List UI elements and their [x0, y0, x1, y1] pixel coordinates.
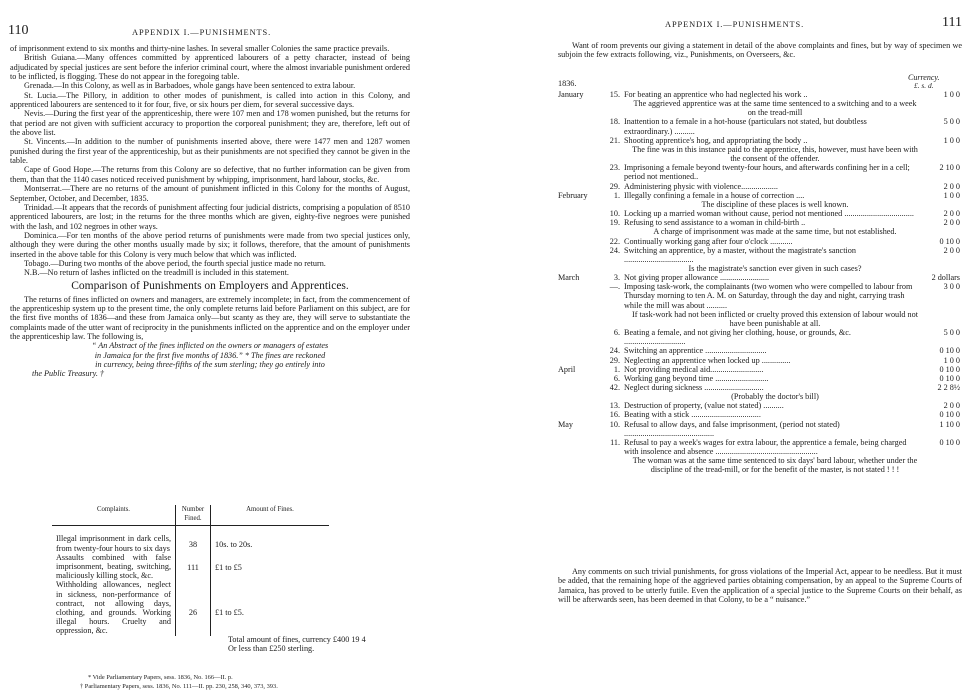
footnote: † Parliamentary Papers, sess. 1836, No. 111—II. pp. 230, 258, 340, 373, 393. [80, 683, 278, 690]
intro-text: Want of room prevents our giving a statement in detail of the above complaints and fines, but by way of specimen we subjoin the few extracts following, viz., Punishments, on Overseers, &c. [558, 41, 962, 60]
currency-label: Currency. [908, 73, 940, 82]
entry-day: 42. [609, 383, 620, 392]
entry-description: Imprisoning a female beyond twenty-four hours, and afterwards confining her in a cell; period not mentioned.. [624, 163, 910, 182]
paragraph: St. Vincents.—In addition to the number of punishments inserted above, there were 1477 men and 1287 women punished during the first year of the apprenticeship, but as their punishments are not specified they cannot be given in the table. [10, 137, 410, 166]
entry-row [558, 328, 962, 346]
entry-note: If task-work had not been inflicted or cruelty proved this extension of labour would not have been punishable at all. [631, 309, 919, 328]
entry-row [558, 383, 962, 392]
entry-row [558, 136, 962, 145]
abstract-quote-line: in Jamaica for the first five months of 1836.” * The fines are reckoned [94, 350, 326, 360]
table-row [52, 553, 329, 581]
entry-day: 16. [609, 410, 620, 420]
entry-description: Illegally confining a female in a house of correction .... [624, 190, 805, 200]
entry-description: Neglecting an apprentice when locked up .............. [624, 355, 791, 365]
fines-table-block [52, 505, 432, 653]
entry-day: 6. [613, 373, 620, 383]
entry-month [558, 438, 604, 456]
number-cell: 26 [176, 580, 211, 635]
entry-amount: 5 0 0 [943, 117, 960, 127]
entry-row [558, 346, 962, 355]
entry-month [558, 163, 604, 181]
entry-month: February [558, 190, 588, 200]
entry-day: 6. [613, 328, 620, 338]
paragraph: N.B.—No return of lashes inflicted on the treadmill is included in this statement. [24, 268, 289, 278]
paragraph: of imprisonment extend to six months and thirty-nine lashes. In several smaller Colonies the same practice prevails. [10, 44, 390, 53]
fines-total: Total amount of fines, currency £400 19 4 [228, 635, 366, 644]
entry-row [558, 209, 962, 218]
entry-amount: 1 10 0 [939, 419, 960, 429]
entry-amount: 1 0 0 [943, 190, 960, 200]
entry-month [558, 346, 604, 355]
entry-description: Not giving proper allowance ........................ [624, 273, 770, 283]
column-header: Complaints. [52, 505, 176, 526]
entry-description: Working gang beyond time .......................... [624, 373, 769, 383]
entry-row [558, 401, 962, 410]
currency-units: £. s. d. [914, 81, 934, 90]
closing-paragraph [558, 567, 962, 604]
entry-amount: 2 0 0 [943, 181, 960, 191]
entry-month [558, 237, 604, 246]
entry-row [558, 218, 962, 227]
entry-month [558, 410, 604, 419]
entry-description: Beating with a stick .................................. [624, 410, 761, 420]
entry-month [558, 282, 604, 309]
entry-note: The woman was at the same time sentenced to six days' bard labour, whether under the discipline of the tread-mill, or for the benefit of the master, is not stated ! ! ! [632, 456, 918, 475]
complaint-cell: Assaults combined with false imprisonment, beating, switching, maliciously killing stock, &c. [56, 552, 171, 581]
entry-amount: 2 2 8½ [937, 383, 960, 392]
entry-month [558, 383, 604, 392]
paragraph: Cape of Good Hope.—The returns from this Colony are so defective, that no further information can be given from them, than that the 1140 cases noticed received punishment by whipping, imprisonment, hard labour, stocks, &c. [10, 165, 410, 184]
entry-day: 1. [613, 364, 620, 374]
entry-month [558, 182, 604, 191]
column-header: Amount of Fines. [211, 505, 330, 526]
entry-row [558, 90, 962, 99]
entry-amount: 2 0 0 [943, 245, 960, 255]
entry-amount: 0 10 0 [939, 346, 960, 356]
entry-day: 19. [609, 218, 620, 228]
entry-day: 24. [609, 346, 620, 356]
fines-table [52, 505, 329, 636]
entry-note: A charge of imprisonment was made at the same time, but not established. [653, 227, 897, 237]
entry-description: Neglect during sickness ............................. [624, 383, 764, 392]
entry-row [558, 163, 962, 181]
entry-amount: 0 10 0 [939, 410, 960, 420]
number-cell: 38 [176, 526, 211, 553]
entry-day: 13. [609, 401, 620, 411]
amount-cell: £1 to £5. [211, 580, 330, 635]
entry-month [558, 374, 604, 383]
left-body [10, 44, 410, 379]
entry-month: May [558, 419, 574, 429]
paragraph: St. Lucia.—The Pillory, in addition to other modes of punishment, is called into action in this Colony, and apprenticed labourers are sentenced to it for four, five, or six hours per diem, for several successive days. [10, 90, 410, 110]
entry-month [558, 401, 604, 410]
entry-row [558, 282, 962, 309]
paragraph: Montserrat.—There are no returns of the amount of punishment inflicted in this Colony for the months of August, September, October, and December, 1835. [10, 184, 410, 203]
abstract-quote-line: the Public Treasury. † [32, 369, 105, 379]
running-head-right: APPENDIX I.—PUNISHMENTS. [665, 20, 805, 29]
year-label: 1836. [558, 79, 577, 88]
entry-amount: 0 10 0 [939, 364, 960, 374]
entry-amount: 2 dollars [931, 273, 960, 283]
entry-amount: 0 10 0 [939, 373, 960, 383]
paragraph: British Guiana.—Many offences committed by apprenticed labourers of a petty character, instead of being adjudicated by special justices are sent before the inferior criminal court, where the almost invariable punishment ordered to be inflicted, is flogging. These do not appear in the foregoing table. [10, 53, 410, 82]
section-heading: Comparison of Punishments on Employers and Apprentices. [71, 279, 349, 292]
table-row [52, 580, 329, 635]
paragraph: Grenada.—In this Colony, as well as in Barbadoes, whole gangs have been sentenced to extra labour. [24, 81, 356, 91]
entry-row [558, 356, 962, 365]
entry-row [558, 237, 962, 246]
entry-month: April [558, 364, 576, 374]
entry-note: The fine was in this instance paid to the apprentice, this, however, must have been with the consent of the offender. [632, 144, 918, 164]
entry-day: 29. [609, 355, 620, 365]
footnote: * Vide Parliamentary Papers, sess. 1836, No. 166—II. p. [88, 674, 233, 681]
entry-description: Inattention to a female in a hot-house (particulars not stated, but doubtless extraordinary.) .......... [624, 117, 867, 136]
complaint-cell: Withholding allowances, neglect in sickness, non-performance of contract, not allowing days, clothing, and grounds. Working illegal hours. Cruelty and oppression, &c. [56, 580, 171, 636]
entry-month [558, 246, 604, 264]
entry-day: 10. [609, 419, 620, 429]
entry-day: 18. [609, 117, 620, 127]
entry-row [558, 273, 962, 282]
abstract-quote-line: in currency, being three-fifths of the sum sterling; they go entirely into [95, 360, 325, 369]
entry-amount: 1 0 0 [943, 135, 960, 145]
entry-description: Shooting apprentice's hog, and appropriating the body .. [624, 135, 808, 145]
entry-amount: 3 0 0 [943, 282, 960, 292]
entry-month: January [558, 90, 584, 99]
entry-description: Administering physic with violence.................. [624, 181, 778, 191]
entry-row [558, 182, 962, 191]
entry-description: Beating a female, and not giving her clothing, house, or grounds, &c. .............................. [624, 328, 851, 347]
entry-row [558, 438, 962, 456]
entry-description: Switching an apprentice, by a master, without the magistrate's sanction .................................. [624, 245, 856, 264]
entry-amount: 2 0 0 [943, 218, 960, 228]
entry-amount: 2 0 0 [943, 401, 960, 411]
page-number-left: 110 [8, 23, 29, 38]
closing-text: Any comments on such trivial punishments, for gross violations of the Imperial Act, appear to be needless. But it must be added, that the remaining hope of the aggrieved parties obtaining compensation, by an appeal to the Supreme Courts of Jamaica, has proved to be utterly futile. Even the application of a special justice to the Supreme Courts on their behalf, as will be afterwards seen, has been deemed in that Colony, to be a “ nuisance.” [558, 567, 962, 604]
entry-month [558, 117, 604, 135]
column-header: Number Fined. [176, 505, 211, 526]
page-number-right: 111 [942, 15, 962, 30]
entry-amount: 1 0 0 [943, 355, 960, 365]
paragraph: Nevis.—During the first year of the apprenticeship, there were 107 men and 178 women punished, but the returns for that period are not given with sufficient accuracy to proportion the corporeal punishment; they are, therefore, left out of the above list. [10, 109, 410, 138]
entry-amount: 2 0 0 [943, 209, 960, 219]
complaint-cell: Illegal imprisonment in dark cells, from twenty-four hours to six days [56, 534, 171, 553]
entry-description: Refusing to send assistance to a woman in child-birth .. [624, 218, 806, 228]
intro-paragraph [558, 41, 962, 60]
entry-amount: 1 0 0 [943, 90, 960, 99]
entry-note: The aggrieved apprentice was at the same time sentenced to a switching and to a week on the tread-mill [633, 99, 917, 118]
paragraph: Trinidad.—It appears that the records of punishment affecting four judicial districts, comprising a population of 8510 apprenticed labourers, are lost; in the returns for the three months which are given, eighty-five negroes were punished with the lash, and 102 negroes in other ways. [10, 202, 410, 231]
entry-month [558, 209, 604, 218]
entry-day: 23. [609, 163, 620, 173]
entry-row [558, 374, 962, 383]
amount-cell: £1 to £5 [211, 553, 330, 581]
entry-month: March [558, 273, 580, 283]
abstract-quote-line: “ An Abstract of the fines inflicted on the owners or managers of estates [91, 341, 329, 351]
entry-amount: 5 0 0 [943, 328, 960, 338]
entry-description: Switching an apprentice .............................. [624, 346, 767, 356]
section-paragraph: The returns of fines inflicted on owners and managers, are extremely incomplete; in fact, from the commencement of the apprenticeship system up to the present time, the only complete returns laid before Parliament on this subject, are for the first five months of 1836—and these from Jamaica only—but scanty as they are, they will serve to substantiate the complaints made of the utter want of reciprocity in the punishments inflicted on the apprentice and on the employer under the apprenticeship law. The following is, [10, 294, 410, 341]
entry-month [558, 356, 604, 365]
entry-note: (Probably the doctor's bill) [731, 392, 819, 402]
entry-day: —. [609, 282, 620, 292]
entry-description: Continually working gang after four o'clock ........... [624, 236, 793, 246]
entry-amount: 2 10 0 [939, 163, 960, 173]
entry-row [558, 410, 962, 419]
table-row [52, 526, 329, 553]
entry-description: Locking up a married woman without cause, period not mentioned .................................. [624, 209, 914, 219]
entry-day: 1. [613, 190, 620, 200]
entry-description: Refusal to pay a week's wages for extra labour, the apprentice a female, being charged with insolence and absence .................................................. [624, 437, 907, 457]
entry-day: 29. [609, 181, 620, 191]
entry-description: Imposing task-work, the complainants (two women who were compelled to labour from Thursday morning to ten A. M. on Saturday, through the day and night, carrying trash while the mill was about .......... [624, 282, 913, 310]
entry-month [558, 218, 604, 227]
punishment-entries [558, 90, 962, 475]
entry-note: The discipline of these places is well known. [701, 199, 849, 209]
entry-description: For beating an apprentice who had neglected his work .. [624, 90, 808, 99]
entry-row [558, 117, 962, 135]
amount-cell: 10s. to 20s. [211, 526, 330, 553]
entry-description: Destruction of property, (value not stated) .......... [624, 401, 784, 411]
entry-description: Not providing medical aid.......................... [624, 364, 764, 374]
entry-row [558, 420, 962, 438]
number-cell: 111 [176, 553, 211, 581]
entry-day: 24. [609, 245, 620, 255]
entry-description: Refusal to allow days, and false imprisonment, (period not stated) ............................................ [624, 419, 840, 438]
entry-day: 10. [609, 209, 620, 219]
running-head-left: APPENDIX I.—PUNISHMENTS. [132, 28, 272, 37]
entry-amount: 0 10 0 [939, 437, 960, 447]
entry-day: 3. [613, 273, 620, 283]
entry-month [558, 136, 604, 145]
entry-day: 21. [609, 135, 620, 145]
paragraph: Dominica.—For ten months of the above period returns of punishments were made from two special justices only, although they were during the other months usually made by six; it follows, therefore, that the amount of punishments inserted in the above table for this Colony is very much below that which was inflicted. [10, 230, 410, 259]
entry-row [558, 246, 962, 264]
entry-day: 11. [610, 437, 620, 447]
entry-day: 22. [609, 236, 620, 246]
entry-note: Is the magistrate's sanction ever given in such cases? [688, 263, 862, 273]
entry-month [558, 328, 604, 346]
paragraph: Tobago.—During two months of the above period, the fourth special justice made no return. [24, 258, 326, 268]
entry-amount: 0 10 0 [939, 236, 960, 246]
fines-total-sterling: Or less than £250 sterling. [228, 644, 315, 653]
entry-row [558, 191, 962, 200]
right-page [490, 0, 980, 696]
entry-row [558, 365, 962, 374]
entry-day: 15. [609, 90, 620, 99]
